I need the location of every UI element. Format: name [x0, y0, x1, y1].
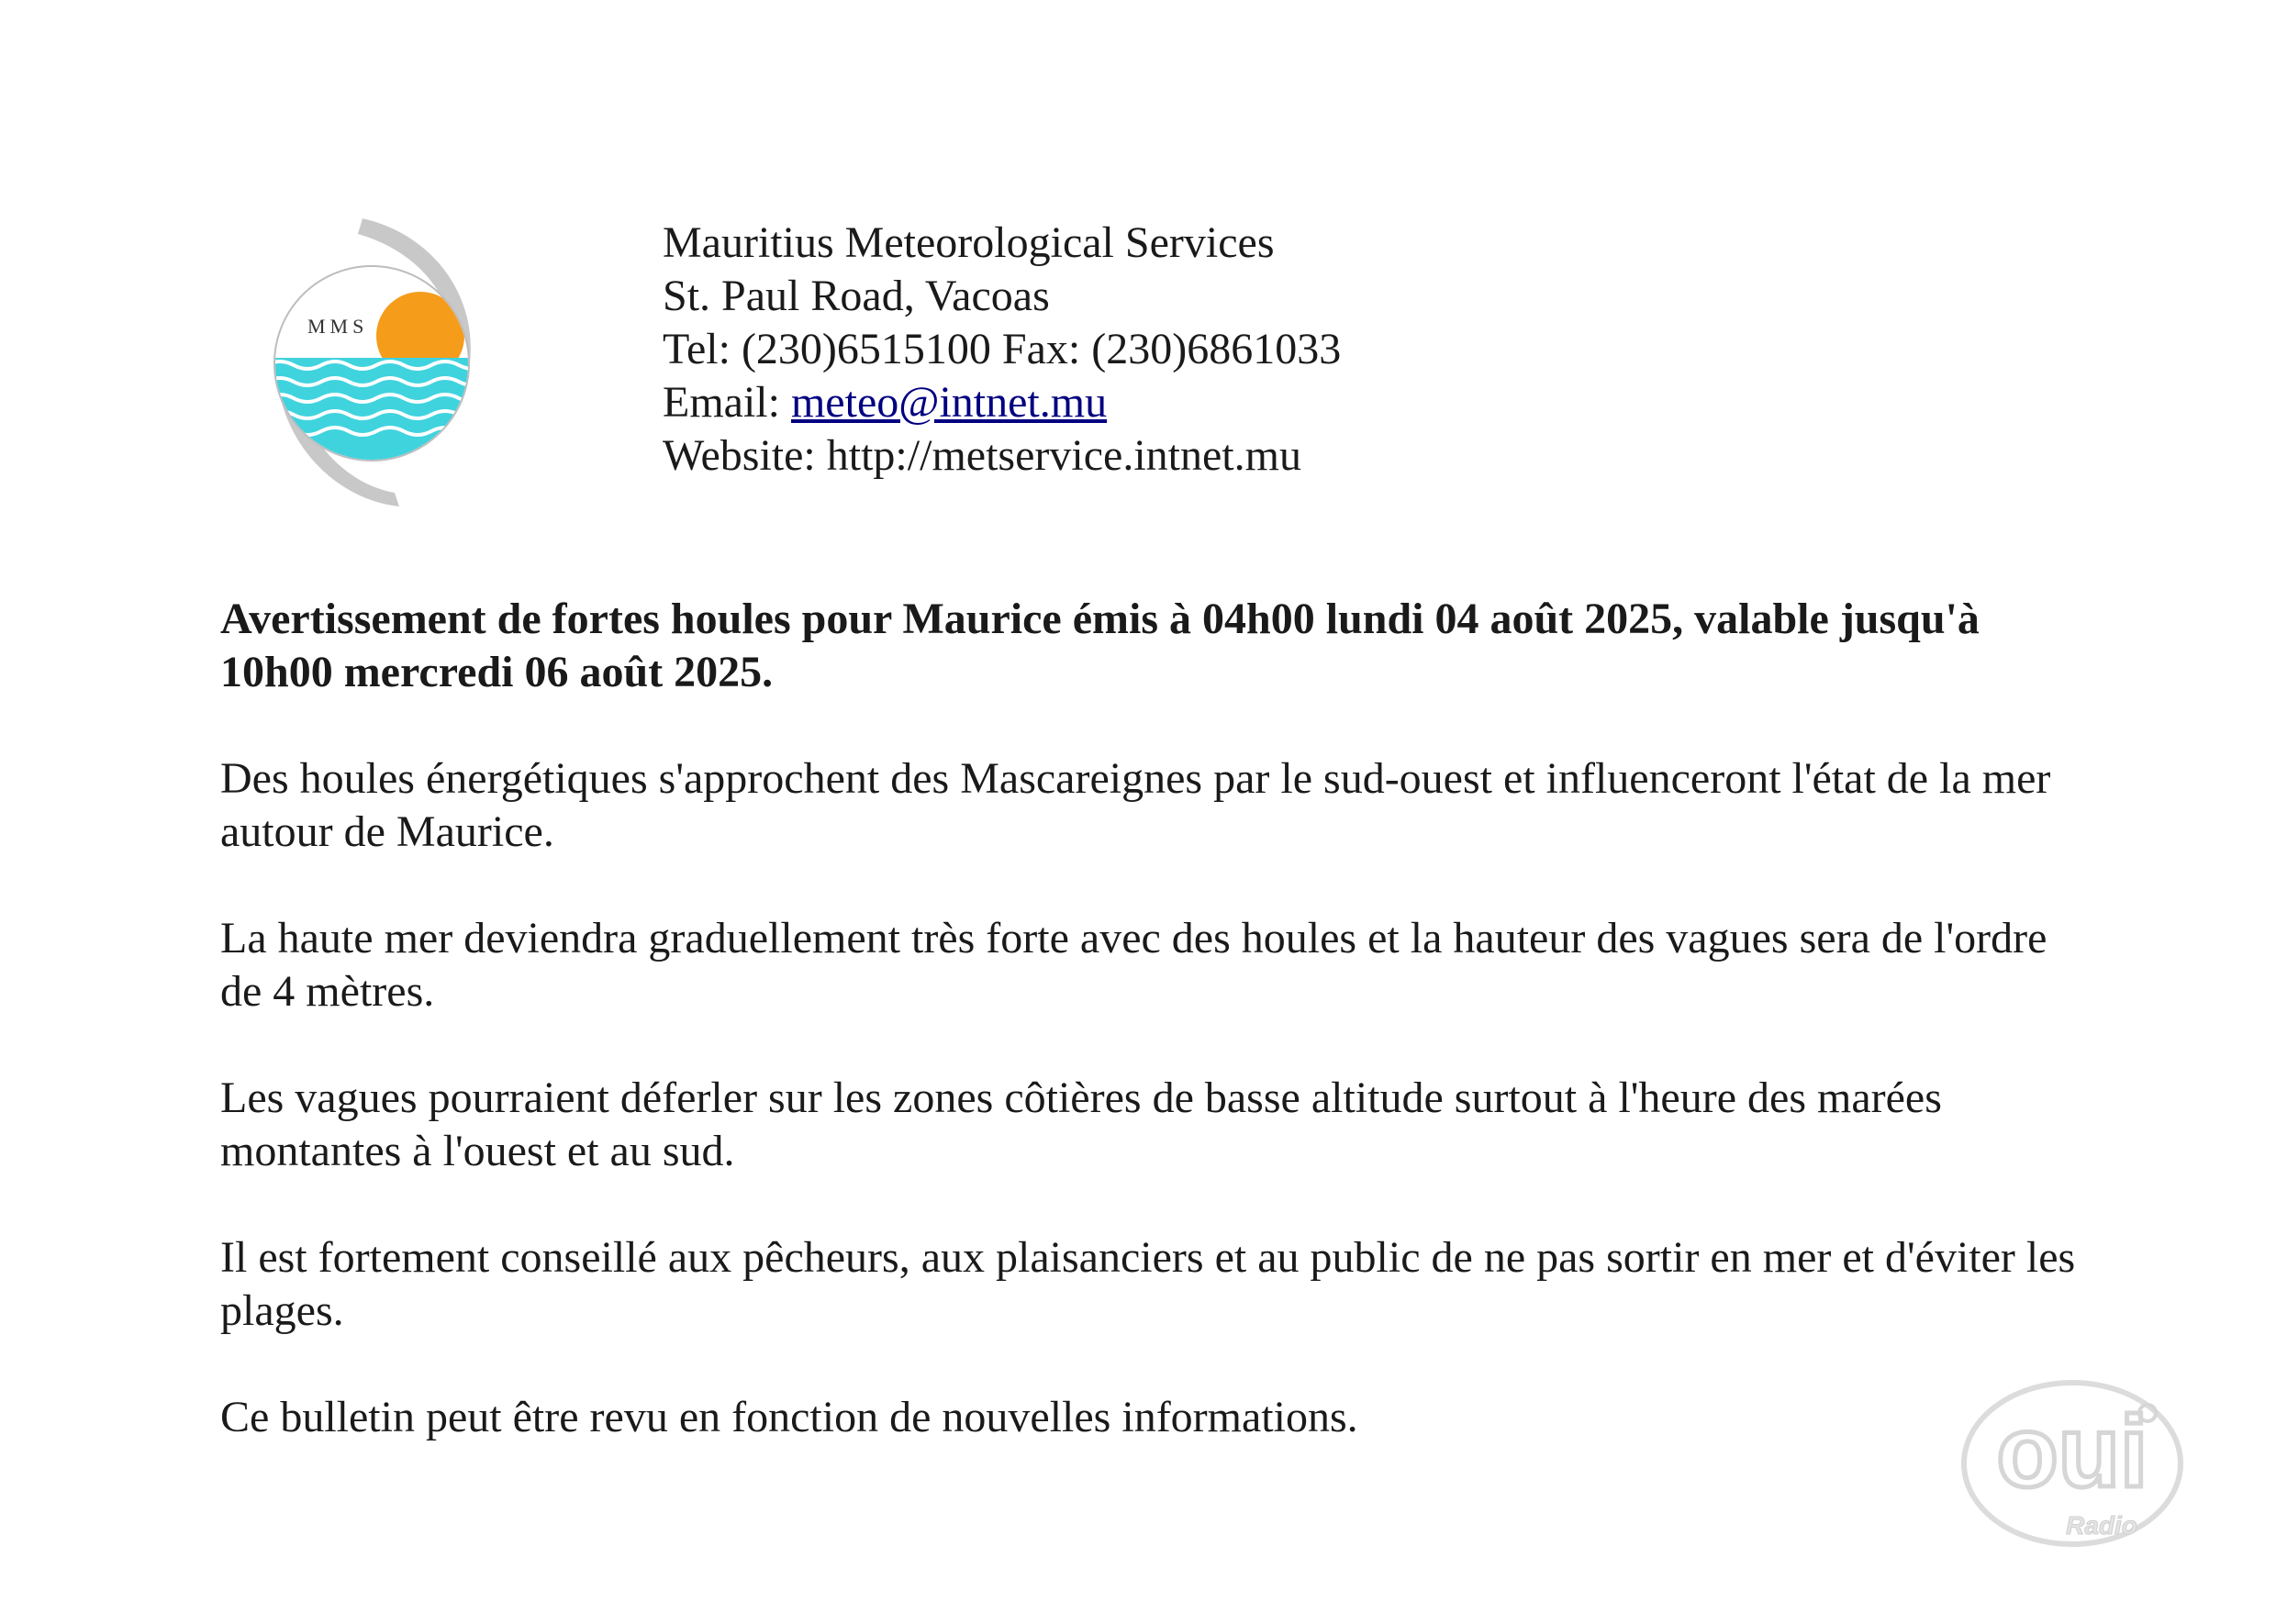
- oui-radio-watermark: [1955, 1376, 2193, 1560]
- bulletin-paragraph: La haute mer deviendra graduellement très forte avec des houles et la hauteur des vagues sera de l'ordre de 4 mètres.: [220, 914, 2047, 1016]
- bulletin-title: Avertissement de fortes houles pour Maurice émis à 04h00 lundi 04 août 2025, valable jusqu'à 10h00 mercredi 06 août 2025.: [220, 595, 1980, 696]
- watermark-text: oui: [1996, 1396, 2148, 1508]
- org-website: Website: http://metservice.intnet.mu: [663, 431, 1301, 480]
- org-address: St. Paul Road, Vacoas: [663, 272, 1050, 320]
- org-contact: Tel: (230)6515100 Fax: (230)6861033: [663, 325, 1342, 373]
- org-name: Mauritius Meteorological Services: [663, 218, 1275, 267]
- bulletin-body: [220, 593, 2092, 1497]
- org-email-line: [663, 376, 1341, 429]
- bulletin-paragraph: Il est fortement conseillé aux pêcheurs, aux plaisanciers et au public de ne pas sortir en mer et d'éviter les plages.: [220, 1233, 2076, 1335]
- logo-text: MMS: [307, 315, 369, 338]
- email-label: Email:: [663, 378, 791, 427]
- bulletin-paragraph: Les vagues pourraient déferler sur les zones côtières de basse altitude surtout à l'heure des marées montantes à l'ouest et au sud.: [220, 1073, 1942, 1175]
- bulletin-paragraph: Des houles énergétiques s'approchent des Mascareignes par le sud-ouest et influenceront l'état de la mer autour de Maurice.: [220, 754, 2051, 856]
- letterhead: [663, 217, 1341, 483]
- mms-logo: [266, 211, 505, 514]
- bulletin-paragraph: Ce bulletin peut être revu en fonction de nouvelles informations.: [220, 1393, 1358, 1441]
- watermark-subtext: Radio: [2066, 1511, 2137, 1540]
- email-link[interactable]: meteo@intnet.mu: [790, 378, 1108, 427]
